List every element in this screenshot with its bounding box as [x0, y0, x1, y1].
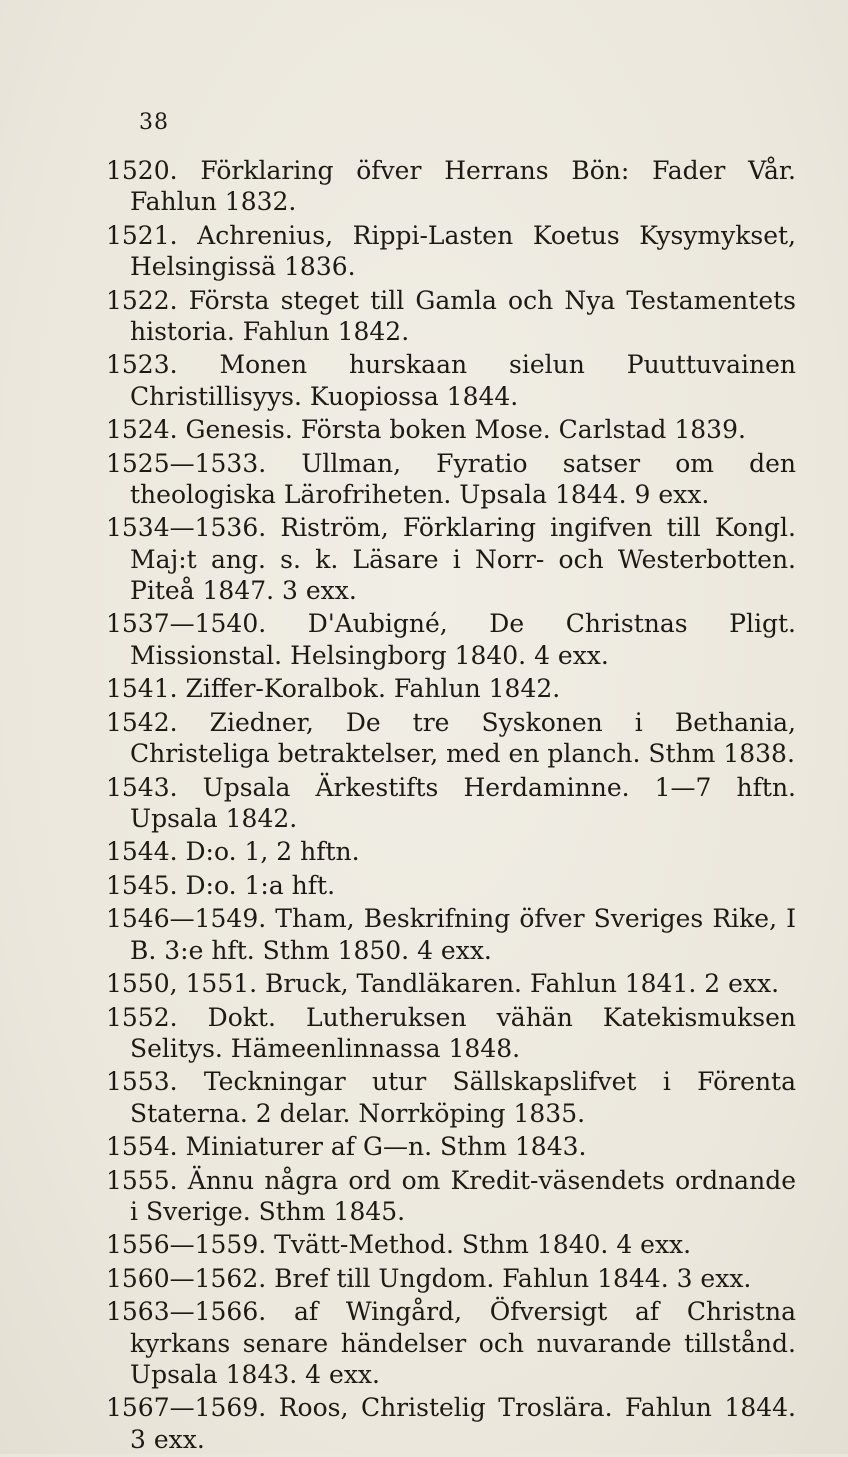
catalogue-entry-1520: 1520. Förklaring öfver Herrans Bön: Fader Vår. Fahlun 1832. — [106, 156, 796, 217]
catalogue-entry-1554: 1554. Miniaturer af G—n. Sthm 1843. — [106, 1132, 587, 1162]
catalogue-entry-1560: 1560—1562. Bref till Ungdom. Fahlun 1844. 3 exx. — [106, 1263, 752, 1293]
catalogue-entry-1543: 1543. Upsala Ärkestifts Herdaminne. 1—7 hftn. Upsala 1842. — [106, 772, 796, 833]
catalogue-entry-1546: 1546—1549. Tham, Beskrifning öfver Sveriges Rike, I B. 3:e hft. Sthm 1850. 4 exx. — [106, 904, 796, 965]
catalogue-entry-1541: 1541. Ziffer-Koralbok. Fahlun 1842. — [106, 674, 561, 704]
catalogue-entry-1556: 1556—1559. Tvätt-Method. Sthm 1840. 4 exx. — [106, 1230, 692, 1260]
catalogue-entry-1553: 1553. Teckningar utur Sällskapslifvet i Förenta Staterna. 2 delar. Norrköping 1835. — [106, 1067, 796, 1128]
catalogue-entry-1555: 1555. Ännu några ord om Kredit-väsendets ordnande i Sverige. Sthm 1845. — [106, 1165, 796, 1226]
catalogue-entry-1544: 1544. D:o. 1, 2 hftn. — [106, 837, 360, 867]
catalogue-entries — [106, 155, 796, 1457]
page-number: 38 — [139, 110, 169, 135]
catalogue-entry-1521: 1521. Achrenius, Rippi-Lasten Koetus Kysymykset, Helsingissä 1836. — [106, 220, 796, 282]
catalogue-entry-1545: 1545. D:o. 1:a hft. — [106, 870, 336, 900]
catalogue-entry-1550: 1550, 1551. Bruck, Tandläkaren. Fahlun 1841. 2 exx. — [106, 969, 780, 999]
catalogue-entry-1552: 1552. Dokt. Lutheruksen vähän Katekismuksen Selitys. Hämeenlinnassa 1848. — [106, 1002, 796, 1063]
catalogue-entry-1525: 1525—1533. Ullman, Fyratio satser om den theologiska Lärofriheten. Upsala 1844. 9 exx. — [106, 448, 796, 509]
catalogue-entry-1567: 1567—1569. Roos, Christelig Troslära. Fahlun 1844. 3 exx. — [106, 1393, 796, 1454]
catalogue-entry-1537: 1537—1540. D'Aubigné, De Christnas Pligt. Missionstal. Helsingborg 1840. 4 exx. — [106, 609, 796, 670]
catalogue-entry-1563: 1563—1566. af Wingård, Öfversigt af Christna kyrkans senare händelser och nuvarande tillstånd. Upsala 1843. 4 exx. — [106, 1297, 796, 1389]
catalogue-entry-1523: 1523. Monen hurskaan sielun Puuttuvainen Christillisyys. Kuopiossa 1844. — [106, 350, 796, 411]
catalogue-entry-1534: 1534—1536. Riström, Förklaring ingifven till Kongl. Maj:t ang. s. k. Läsare i Norr- och Westerbotten. Piteå 1847. 3 exx. — [106, 513, 796, 605]
catalogue-entry-1522: 1522. Första steget till Gamla och Nya Testamentets historia. Fahlun 1842. — [106, 285, 796, 346]
catalogue-entry-1542: 1542. Ziedner, De tre Syskonen i Bethania, Christeliga betraktelser, med en planch. Sthm 1838. — [106, 707, 796, 769]
catalogue-entry-1524: 1524. Genesis. Första boken Mose. Carlstad 1839. — [106, 415, 746, 445]
